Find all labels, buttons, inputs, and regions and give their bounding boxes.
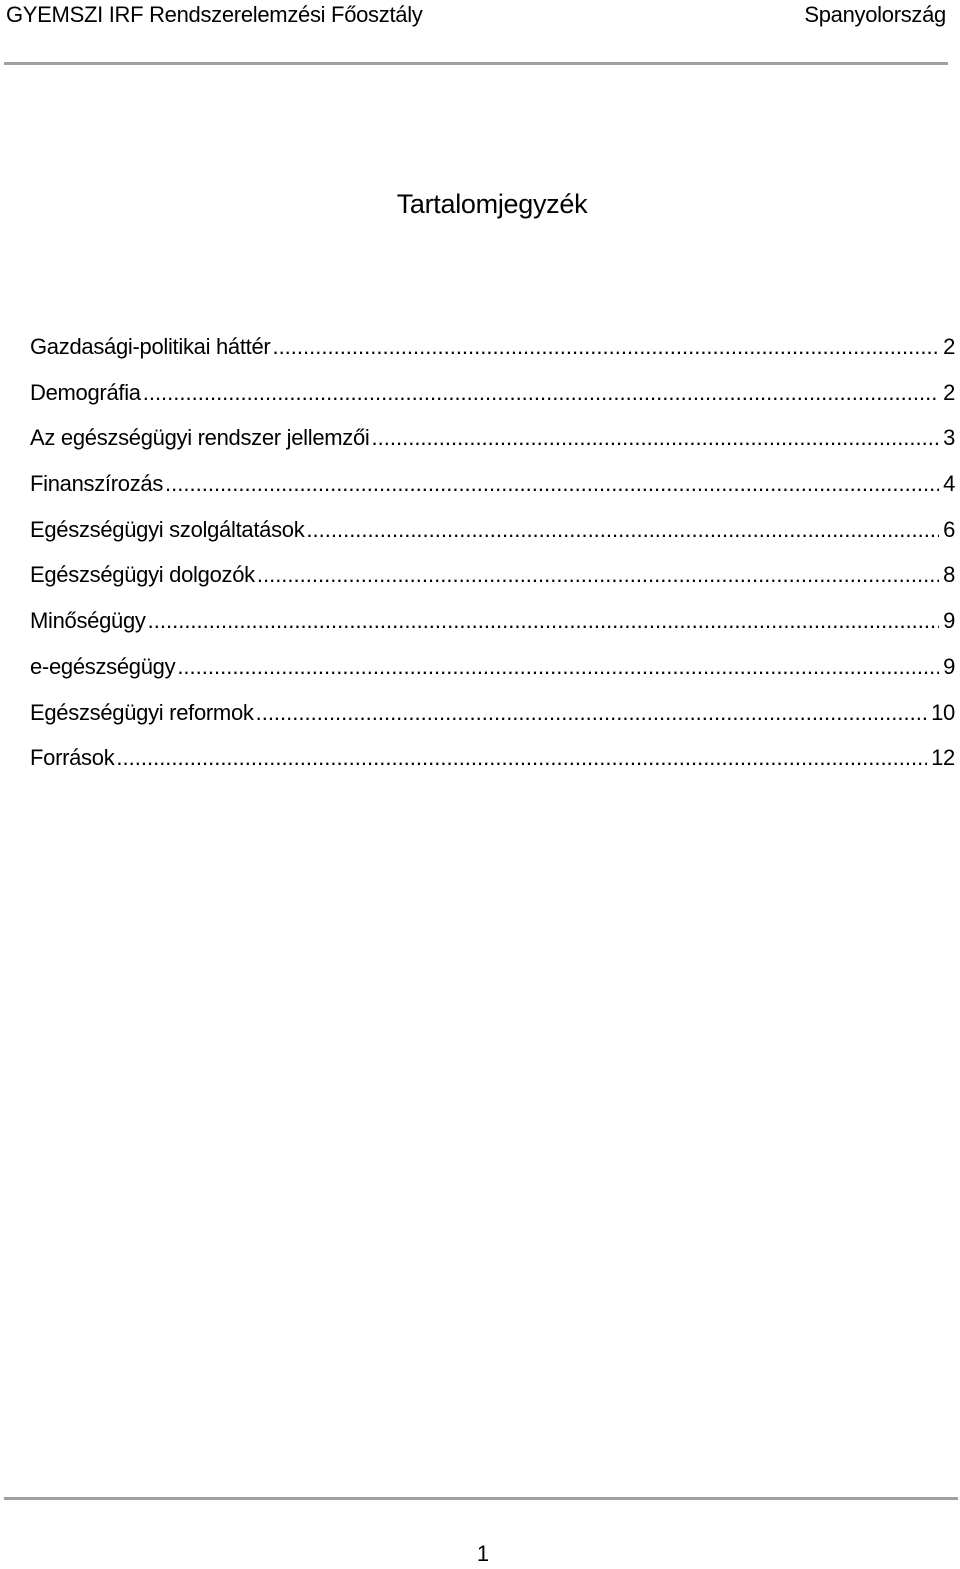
toc-entry-page: 6 — [943, 516, 955, 542]
toc-entry-label: Egészségügyi dolgozók — [30, 562, 255, 588]
page-number: 1 — [476, 1541, 490, 1566]
page-header — [6, 0, 946, 40]
table-of-contents — [30, 332, 955, 789]
toc-entry-label: Források — [30, 745, 115, 771]
header-divider — [4, 62, 948, 65]
toc-entry-page: 2 — [943, 334, 955, 359]
toc-entry-page: 12 — [931, 745, 955, 771]
toc-entry-label: Finanszírozás — [30, 471, 164, 497]
toc-leader-dots — [272, 332, 939, 362]
toc-leader-dots — [165, 469, 939, 499]
toc-entry-label: Minőségügy — [30, 608, 146, 634]
toc-entry[interactable] — [30, 606, 955, 652]
toc-entry-label: Egészségügyi szolgáltatások — [30, 516, 305, 542]
toc-entry-page: 9 — [943, 653, 955, 679]
toc-entry[interactable] — [30, 652, 955, 698]
toc-entry[interactable] — [30, 469, 955, 515]
toc-leader-dots — [143, 378, 939, 408]
toc-entry-label: Demográfia — [30, 379, 141, 405]
toc-entry[interactable] — [30, 423, 955, 469]
toc-entry-label: Egészségügyi reformok — [30, 699, 254, 725]
toc-leader-dots — [148, 606, 939, 636]
toc-entry[interactable] — [30, 515, 955, 561]
toc-entry[interactable] — [30, 698, 955, 744]
toc-entry-label: e-egészségügy — [30, 653, 176, 679]
toc-entry[interactable] — [30, 378, 955, 424]
toc-leader-dots — [306, 515, 939, 545]
toc-entry-page: 10 — [931, 699, 955, 725]
toc-entry-page: 3 — [943, 425, 955, 451]
toc-entry[interactable] — [30, 743, 955, 789]
toc-entry-label: Gazdasági-politikai háttér — [30, 334, 271, 359]
toc-title: Tartalomjegyzék — [396, 189, 588, 219]
toc-entry-page: 4 — [943, 471, 955, 497]
toc-leader-dots — [257, 560, 939, 590]
header-organization: GYEMSZI IRF Rendszerelemzési Főosztály — [6, 2, 423, 27]
toc-leader-dots — [177, 652, 939, 682]
toc-entry-page: 2 — [943, 379, 955, 405]
toc-leader-dots — [372, 423, 940, 453]
toc-entry-page: 8 — [943, 562, 955, 588]
toc-leader-dots — [256, 698, 928, 728]
footer-divider — [4, 1497, 958, 1500]
toc-entry-page: 9 — [943, 608, 955, 634]
toc-entry[interactable] — [30, 332, 955, 378]
toc-entry-label: Az egészségügyi rendszer jellemzői — [30, 425, 370, 451]
header-country: Spanyolország — [804, 2, 946, 27]
toc-leader-dots — [116, 743, 927, 773]
toc-entry[interactable] — [30, 560, 955, 606]
